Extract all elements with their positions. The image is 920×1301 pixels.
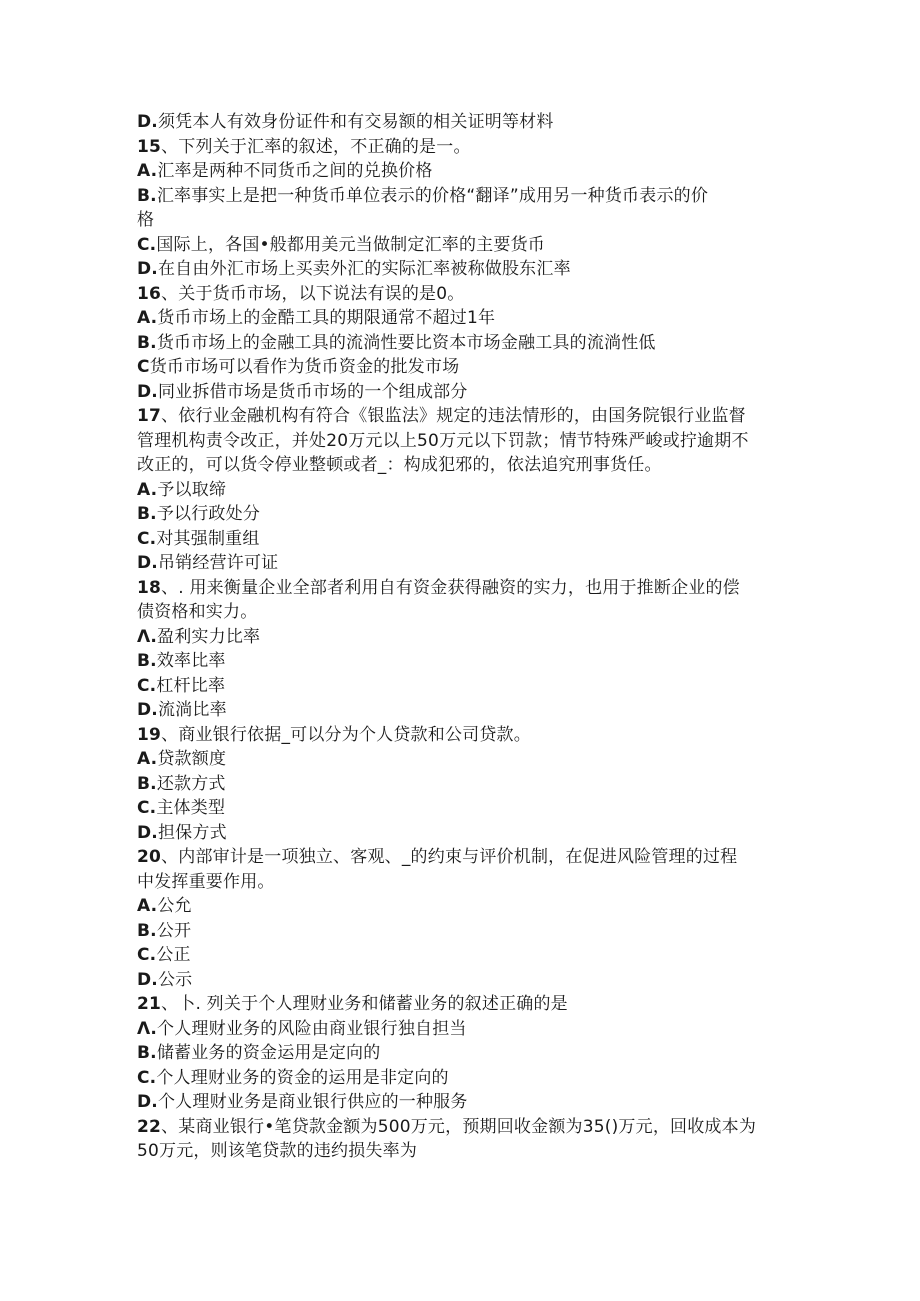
line-label: D. — [137, 1092, 158, 1112]
text-line — [137, 208, 787, 233]
line-label: A. — [137, 161, 158, 181]
line-label: C. — [137, 945, 157, 965]
line-label: C. — [137, 234, 157, 255]
line-text: 对其强制重组 — [156, 528, 260, 549]
line-text: 债资格和实力。 — [137, 602, 258, 622]
text-line — [137, 233, 787, 258]
line-label: D. — [137, 112, 158, 132]
text-line — [137, 135, 787, 160]
text-line — [137, 968, 787, 993]
text-line — [137, 943, 787, 968]
line-text: 担保方式 — [157, 822, 227, 843]
line-text: 、某商业银行•笔贷款金额为500万元，预期回收金额为35()万元，回收成本为 — [161, 1116, 757, 1137]
text-line — [137, 992, 787, 1017]
text-line — [137, 159, 787, 184]
text-line — [137, 355, 787, 380]
text-line — [137, 870, 787, 895]
text-line — [137, 257, 787, 282]
text-line — [137, 404, 787, 429]
text-line — [137, 1090, 787, 1115]
line-label: C — [137, 357, 150, 377]
text-line — [137, 796, 787, 821]
line-text: 改正的，可以货令停业整顿或者_：构成犯邪的，依法追究刑事货任。 — [137, 455, 662, 475]
line-label: C. — [137, 675, 157, 696]
text-line — [137, 527, 787, 552]
text-line — [137, 453, 787, 478]
text-line — [137, 380, 787, 405]
line-label: 19 — [137, 724, 162, 745]
line-label: 20 — [137, 847, 162, 867]
text-line — [137, 600, 787, 625]
line-text: 、内部审计是一项独立、客观、_的约束与评价机制，在促进风险管理的过程 — [161, 847, 738, 867]
line-text: 、卜. 列关于个人理财业务和储蓄业务的叙述正确的是 — [161, 994, 568, 1014]
line-label: B. — [137, 920, 157, 941]
line-label: B. — [137, 504, 157, 524]
line-text: 公示 — [157, 969, 193, 990]
line-label: 18 — [137, 577, 162, 598]
line-label: Λ. — [137, 626, 158, 647]
text-line — [137, 1139, 787, 1164]
text-line — [137, 674, 787, 699]
line-label: A. — [137, 479, 158, 500]
text-line — [137, 478, 787, 503]
text-line — [137, 698, 787, 723]
line-label: D. — [137, 700, 158, 720]
line-text: 杠杆比率 — [156, 675, 226, 696]
line-label: B. — [137, 185, 157, 206]
line-text: 吊销经营许可证 — [157, 553, 279, 573]
line-label: B. — [137, 1043, 157, 1063]
text-line — [137, 429, 787, 454]
line-text: 个人理财业务的风险由商业银行独自担当 — [157, 1018, 467, 1039]
line-text: 、关于货币市场，以下说法有误的是0。 — [161, 283, 465, 304]
line-text: 管理机构责令改正，并处20万元以上50万元以下罚款；情节特殊严峻或拧逾期不 — [137, 430, 749, 451]
line-text: 贷款额度 — [157, 749, 227, 769]
text-line — [137, 723, 787, 748]
line-label: A. — [137, 749, 158, 769]
text-line — [137, 821, 787, 846]
line-label: D. — [137, 381, 158, 402]
line-text: 、下列关于汇率的叙述，不正确的是一。 — [161, 136, 471, 157]
line-label: D. — [137, 969, 158, 990]
line-text: 还款方式 — [156, 773, 226, 794]
line-label: 17 — [137, 406, 162, 426]
text-line — [137, 551, 787, 576]
text-line — [137, 1066, 787, 1091]
line-text: 储蓄业务的资金运用是定向的 — [156, 1043, 381, 1063]
line-text: 汇率事实上是把一种货币单位表示的价格“翻译”成用另一种货币表示的价 — [156, 185, 709, 206]
line-label: A. — [137, 896, 158, 916]
line-text: 流淌比率 — [157, 700, 227, 720]
line-text: 须凭本人有效身份证件和有交易额的相关证明等材料 — [157, 112, 554, 132]
line-label: B. — [137, 332, 157, 353]
text-line — [137, 1017, 787, 1042]
line-text: 主体类型 — [156, 798, 226, 818]
text-line — [137, 502, 787, 527]
line-text: 予以取缔 — [157, 479, 227, 500]
text-line — [137, 184, 787, 209]
line-label: C. — [137, 798, 157, 818]
line-text: 、商业银行依据_可以分为个人贷款和公司贷款。 — [161, 724, 531, 745]
line-text: 公正 — [156, 945, 191, 965]
text-line — [137, 576, 787, 601]
line-text: 效率比率 — [156, 651, 226, 671]
line-text: 、依行业金融机构有符合《银监法》规定的违法情形的，由国务院银行业监督 — [161, 406, 746, 426]
line-label: A. — [137, 308, 158, 328]
line-text: 公允 — [157, 896, 192, 916]
line-label: D. — [137, 553, 158, 573]
line-text: 货币市场上的金融工具的流淌性要比资本市场金融工具的流淌性低 — [156, 332, 656, 353]
text-line — [137, 649, 787, 674]
text-line — [137, 1041, 787, 1066]
line-label: D. — [137, 259, 158, 279]
line-text: 予以行政处分 — [156, 504, 261, 524]
text-line — [137, 919, 787, 944]
text-line — [137, 625, 787, 650]
text-line — [137, 110, 787, 135]
line-label: 16 — [137, 283, 162, 304]
line-text: 在自由外汇市场上买卖外汇的实际汇率被称做股东汇率 — [157, 259, 571, 279]
line-label: B. — [137, 773, 157, 794]
text-line — [137, 772, 787, 797]
text-line — [137, 282, 787, 307]
line-label: C. — [137, 1067, 157, 1088]
line-label: 22 — [137, 1116, 162, 1137]
line-text: 同业拆借市场是货币市场的一个组成部分 — [157, 381, 468, 402]
line-label: D. — [137, 822, 158, 843]
text-line — [137, 1115, 787, 1140]
line-label: 21 — [137, 994, 162, 1014]
line-text: 50万元，则该笔贷款的违约损失率为 — [137, 1141, 418, 1161]
line-text: 公开 — [156, 920, 192, 941]
line-text: 盈利实力比率 — [157, 626, 261, 647]
text-line — [137, 306, 787, 331]
line-text: 汇率是两种不同货币之间的兑换价格 — [157, 161, 433, 181]
text-line — [137, 747, 787, 772]
text-line — [137, 845, 787, 870]
line-text: 、. 用来衡量企业全部者利用自有资金获得融资的实力，也用于推断企业的偿 — [161, 577, 740, 598]
text-line — [137, 331, 787, 356]
line-text: 个人理财业务是商业银行供应的一种服务 — [157, 1092, 468, 1112]
line-text: 中发挥重要作用。 — [137, 871, 275, 892]
line-text: 货币市场可以看作为货币资金的批发市场 — [149, 357, 460, 377]
line-label: 15 — [137, 136, 162, 157]
line-text: 个人理财业务的资金的运用是非定向的 — [156, 1067, 449, 1088]
line-label: C. — [137, 528, 157, 549]
line-label: B. — [137, 651, 157, 671]
line-label: Λ. — [137, 1018, 158, 1039]
text-line — [137, 894, 787, 919]
line-text: 货币市场上的金酷工具的期限通常不超过1年 — [157, 308, 496, 328]
line-text: 国际上，各国•般都用美元当做制定汇率的主要货币 — [156, 234, 545, 255]
line-text: 格 — [137, 210, 155, 230]
document-body — [137, 110, 787, 1164]
